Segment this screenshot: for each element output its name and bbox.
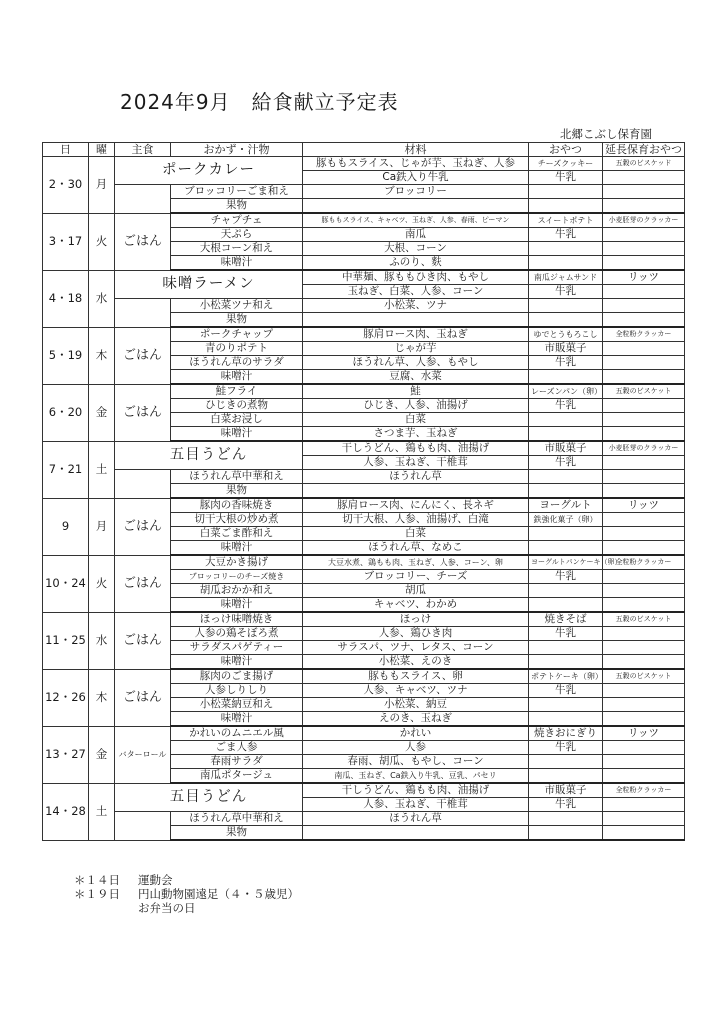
- material: 人参、玉ねぎ、干椎茸: [303, 456, 529, 470]
- dish-name: ほうれん草中華和え: [171, 812, 303, 826]
- dish-name: ブロッコリーごま和え: [171, 185, 303, 199]
- extended-snack: [603, 299, 685, 313]
- dish-name: 豚肉のごま揚げ: [171, 669, 303, 684]
- snack: ポテトケーキ（卵）: [529, 669, 603, 684]
- extended-snack: [603, 171, 685, 185]
- dish-name: 切干大根の炒め煮: [171, 513, 303, 527]
- main-dish: 味噌ラーメン: [115, 270, 303, 299]
- material: 胡瓜: [303, 584, 529, 598]
- extended-snack: [603, 541, 685, 556]
- day-date: 14・28: [43, 783, 89, 840]
- day-of-week: 水: [89, 270, 115, 327]
- table-row: [43, 213, 685, 228]
- dish-name: かれいのムニエル風: [171, 726, 303, 741]
- snack: 牛乳: [529, 356, 603, 370]
- staple-food: [115, 812, 171, 841]
- day-of-week: 土: [89, 441, 115, 498]
- snack: [529, 470, 603, 484]
- extended-snack: [603, 456, 685, 470]
- material: 小松菜、納豆: [303, 698, 529, 712]
- table-row: [43, 812, 685, 826]
- dish-name: 人参の鶏そぼろ煮: [171, 627, 303, 641]
- snack: [529, 299, 603, 313]
- table-row: [43, 157, 685, 171]
- dish-name: 南瓜ポタージュ: [171, 769, 303, 784]
- dish-name: 白菜ごま酢和え: [171, 527, 303, 541]
- note-mark: ＊１４日: [74, 873, 120, 887]
- material: えのき、玉ねぎ: [303, 712, 529, 727]
- snack: [529, 199, 603, 214]
- snack: [529, 527, 603, 541]
- extended-snack: 五穀のビスケット: [603, 669, 685, 684]
- snack: スイートポテト: [529, 213, 603, 228]
- header-dow: 曜: [89, 143, 115, 157]
- table-row: [43, 441, 685, 456]
- snack: [529, 541, 603, 556]
- material: サラスパ、ツナ、レタス、コーン: [303, 641, 529, 655]
- snack: 鉄強化菓子（卵）: [529, 513, 603, 527]
- snack: 南瓜ジャムサンド: [529, 270, 603, 285]
- snack: [529, 655, 603, 670]
- material: じゃが芋: [303, 342, 529, 356]
- day-of-week: 木: [89, 669, 115, 726]
- day-of-week: 金: [89, 384, 115, 441]
- table-row: [43, 726, 685, 741]
- dish-name: 味噌汁: [171, 655, 303, 670]
- table-row: [43, 299, 685, 313]
- day-of-week: 金: [89, 726, 115, 783]
- extended-snack: [603, 413, 685, 427]
- extended-snack: リッツ: [603, 726, 685, 741]
- extended-snack: リッツ: [603, 270, 685, 285]
- note-mark: [74, 901, 126, 915]
- snack: 牛乳: [529, 570, 603, 584]
- staple-food: ごはん: [115, 612, 171, 669]
- snack: [529, 812, 603, 826]
- extended-snack: [603, 627, 685, 641]
- snack: [529, 313, 603, 328]
- extended-snack: リッツ: [603, 498, 685, 513]
- staple-food: ごはん: [115, 213, 171, 270]
- material: 人参、鶏ひき肉: [303, 627, 529, 641]
- day-date: 2・30: [43, 157, 89, 214]
- dish-name: ポークチャップ: [171, 327, 303, 342]
- dish-name: 味噌汁: [171, 256, 303, 271]
- dish-name: 春雨サラダ: [171, 755, 303, 769]
- material: 人参: [303, 741, 529, 755]
- note-text: お弁当の日: [138, 901, 196, 915]
- dish-name: 味噌汁: [171, 370, 303, 385]
- day-of-week: 火: [89, 555, 115, 612]
- dish-name: サラダスパゲティー: [171, 641, 303, 655]
- dish-name: 大根コーン和え: [171, 242, 303, 256]
- header-dish: おかず・汁物: [171, 143, 303, 157]
- material: [303, 826, 529, 841]
- table-row: [43, 270, 685, 285]
- material: 白菜: [303, 527, 529, 541]
- table-row: [43, 669, 685, 684]
- dish-name: 果物: [171, 199, 303, 214]
- snack: [529, 256, 603, 271]
- extended-snack: [603, 199, 685, 214]
- snack: レーズンパン（卵）: [529, 384, 603, 399]
- snack: [529, 242, 603, 256]
- snack: 市販菓子: [529, 342, 603, 356]
- table-row: [43, 185, 685, 199]
- extended-snack: [603, 755, 685, 769]
- material: 小松菜、えのき: [303, 655, 529, 670]
- extended-snack: 小麦胚芽のクラッカー: [603, 441, 685, 456]
- dish-name: ほうれん草のサラダ: [171, 356, 303, 370]
- snack: 牛乳: [529, 627, 603, 641]
- material: 切干大根、人参、油揚げ、白滝: [303, 513, 529, 527]
- dish-name: 天ぷら: [171, 228, 303, 242]
- table-row: [43, 327, 685, 342]
- dish-name: 味噌汁: [171, 598, 303, 613]
- snack: ヨーグルト: [529, 498, 603, 513]
- table-row: [43, 612, 685, 627]
- snack: 牛乳: [529, 741, 603, 755]
- extended-snack: [603, 684, 685, 698]
- day-date: 11・25: [43, 612, 89, 669]
- material: さつま芋、玉ねぎ: [303, 427, 529, 442]
- material: 鮭: [303, 384, 529, 399]
- day-date: 9: [43, 498, 89, 555]
- day-date: 12・26: [43, 669, 89, 726]
- extended-snack: 全粒粉クラッカー: [603, 555, 685, 570]
- day-of-week: 土: [89, 783, 115, 840]
- extended-snack: [603, 470, 685, 484]
- day-of-week: 月: [89, 157, 115, 214]
- note-item: [74, 887, 299, 901]
- dish-name: 果物: [171, 826, 303, 841]
- material: [303, 484, 529, 499]
- table-row: [43, 470, 685, 484]
- dish-name: 果物: [171, 484, 303, 499]
- header-row: [43, 143, 685, 157]
- material: かれい: [303, 726, 529, 741]
- extended-snack: [603, 427, 685, 442]
- staple-food: ごはん: [115, 498, 171, 555]
- dish-name: 胡瓜おかか和え: [171, 584, 303, 598]
- snack: 牛乳: [529, 456, 603, 470]
- material: 豚肩ロース肉、にんにく、長ネギ: [303, 498, 529, 513]
- snack: [529, 484, 603, 499]
- day-of-week: 火: [89, 213, 115, 270]
- material: ふのり、麩: [303, 256, 529, 271]
- day-date: 10・24: [43, 555, 89, 612]
- note-text: 運動会: [138, 873, 173, 887]
- material: 南瓜: [303, 228, 529, 242]
- header-snack: おやつ: [529, 143, 603, 157]
- dish-name: 鮭フライ: [171, 384, 303, 399]
- day-of-week: 木: [89, 327, 115, 384]
- snack: チーズクッキー: [529, 157, 603, 171]
- snack: [529, 584, 603, 598]
- dish-name: 白菜お浸し: [171, 413, 303, 427]
- material: 小松菜、ツナ: [303, 299, 529, 313]
- extended-snack: 五穀のビスケット: [603, 384, 685, 399]
- day-date: 7・21: [43, 441, 89, 498]
- organization-name: 北郷こぶし保育園: [560, 127, 652, 141]
- snack: 焼きそば: [529, 612, 603, 627]
- dish-name: 人参しりしり: [171, 684, 303, 698]
- material: 豚ももスライス、じゃが芋、玉ねぎ、人参: [303, 157, 529, 171]
- extended-snack: [603, 584, 685, 598]
- dish-name: 小松菜ツナ和え: [171, 299, 303, 313]
- extended-snack: [603, 285, 685, 299]
- material: 南瓜、玉ねぎ、Ca鉄入り牛乳、豆乳、パセリ: [303, 769, 529, 784]
- snack: 牛乳: [529, 684, 603, 698]
- extended-snack: 全粒粉クラッカー: [603, 327, 685, 342]
- material: 豚ももスライス、キャベツ、玉ねぎ、人参、春雨、ピーマン: [303, 213, 529, 228]
- notes: [74, 873, 299, 915]
- snack: 牛乳: [529, 798, 603, 812]
- extended-snack: [603, 342, 685, 356]
- extended-snack: [603, 356, 685, 370]
- extended-snack: [603, 598, 685, 613]
- extended-snack: [603, 741, 685, 755]
- extended-snack: [603, 712, 685, 727]
- snack: [529, 755, 603, 769]
- main-dish: 五目うどん: [115, 441, 303, 470]
- header-staple: 主食: [115, 143, 171, 157]
- dish-name: 青のりポテト: [171, 342, 303, 356]
- dish-name: ごま人参: [171, 741, 303, 755]
- day-date: 5・19: [43, 327, 89, 384]
- snack: 牛乳: [529, 285, 603, 299]
- menu-body: [43, 157, 685, 841]
- note-mark: ＊１９日: [74, 887, 120, 901]
- material: 豚ももスライス、卵: [303, 669, 529, 684]
- table-row: [43, 384, 685, 399]
- staple-food: ごはん: [115, 555, 171, 612]
- extended-snack: [603, 484, 685, 499]
- material: ほうれん草、なめこ: [303, 541, 529, 556]
- note-item: [74, 901, 299, 915]
- extended-snack: [603, 698, 685, 712]
- staple-food: バターロール: [115, 726, 171, 783]
- header-extended-snack: 延長保育おやつ: [603, 143, 685, 157]
- extended-snack: [603, 769, 685, 784]
- dish-name: 大豆かき揚げ: [171, 555, 303, 570]
- extended-snack: [603, 370, 685, 385]
- main-dish: 五目うどん: [115, 783, 303, 812]
- day-of-week: 水: [89, 612, 115, 669]
- extended-snack: [603, 399, 685, 413]
- material: 白菜: [303, 413, 529, 427]
- material: 玉ねぎ、白菜、人参、コーン: [303, 285, 529, 299]
- dish-name: 果物: [171, 313, 303, 328]
- extended-snack: [603, 812, 685, 826]
- table-row: [43, 498, 685, 513]
- snack: ヨーグルトパンケーキ（卵）: [529, 555, 603, 570]
- material: ほうれん草、人参、もやし: [303, 356, 529, 370]
- material: 大根、コーン: [303, 242, 529, 256]
- material: ほっけ: [303, 612, 529, 627]
- material: 春雨、胡瓜、もやし、コーン: [303, 755, 529, 769]
- material: [303, 313, 529, 328]
- dish-name: ほうれん草中華和え: [171, 470, 303, 484]
- snack: [529, 769, 603, 784]
- extended-snack: [603, 527, 685, 541]
- snack: [529, 598, 603, 613]
- day-of-week: 月: [89, 498, 115, 555]
- main-dish: ポークカレー: [115, 157, 303, 185]
- extended-snack: 小麦胚芽のクラッカー: [603, 213, 685, 228]
- snack: [529, 641, 603, 655]
- staple-food: [115, 299, 171, 328]
- snack: [529, 427, 603, 442]
- extended-snack: [603, 655, 685, 670]
- extended-snack: 全粒粉クラッカー: [603, 783, 685, 798]
- dish-name: 味噌汁: [171, 427, 303, 442]
- note-text: 円山動物園遠足（４・５歳児）: [138, 887, 299, 901]
- material: キャベツ、わかめ: [303, 598, 529, 613]
- extended-snack: [603, 798, 685, 812]
- material: 豆腐、水菜: [303, 370, 529, 385]
- material: 干しうどん、鶏もも肉、油揚げ: [303, 441, 529, 456]
- dish-name: チャプチェ: [171, 213, 303, 228]
- snack: 牛乳: [529, 399, 603, 413]
- dish-name: ひじきの煮物: [171, 399, 303, 413]
- dish-name: ほっけ味噌焼き: [171, 612, 303, 627]
- material: ほうれん草: [303, 470, 529, 484]
- extended-snack: 五穀のビスケット: [603, 612, 685, 627]
- extended-snack: [603, 313, 685, 328]
- table-row: [43, 555, 685, 570]
- extended-snack: [603, 185, 685, 199]
- header-material: 材料: [303, 143, 529, 157]
- menu-table: [42, 142, 685, 841]
- dish-name: 小松菜納豆和え: [171, 698, 303, 712]
- staple-food: ごはん: [115, 384, 171, 441]
- material: Ca鉄入り牛乳: [303, 171, 529, 185]
- snack: 焼きおにぎり: [529, 726, 603, 741]
- staple-food: [115, 470, 171, 499]
- staple-food: ごはん: [115, 327, 171, 384]
- material: 人参、玉ねぎ、干椎茸: [303, 798, 529, 812]
- material: ブロッコリー、チーズ: [303, 570, 529, 584]
- day-date: 3・17: [43, 213, 89, 270]
- dish-name: 豚肉の香味焼き: [171, 498, 303, 513]
- material: ブロッコリー: [303, 185, 529, 199]
- extended-snack: [603, 826, 685, 841]
- material: ひじき、人参、油揚げ: [303, 399, 529, 413]
- extended-snack: [603, 242, 685, 256]
- material: 人参、キャベツ、ツナ: [303, 684, 529, 698]
- staple-food: [115, 185, 171, 214]
- snack: [529, 698, 603, 712]
- extended-snack: [603, 641, 685, 655]
- day-date: 13・27: [43, 726, 89, 783]
- extended-snack: [603, 256, 685, 271]
- table-row: [43, 783, 685, 798]
- snack: [529, 413, 603, 427]
- staple-food: ごはん: [115, 669, 171, 726]
- material: 豚肩ロース肉、玉ねぎ: [303, 327, 529, 342]
- extended-snack: 五穀のビスケッド: [603, 157, 685, 171]
- header-date: 日: [43, 143, 89, 157]
- extended-snack: [603, 570, 685, 584]
- extended-snack: [603, 228, 685, 242]
- snack: ゆでとうもろこし: [529, 327, 603, 342]
- extended-snack: [603, 513, 685, 527]
- page-title: 2024年9月 給食献立予定表: [120, 90, 399, 114]
- material: 干しうどん、鶏もも肉、油揚げ: [303, 783, 529, 798]
- day-date: 6・20: [43, 384, 89, 441]
- material: ほうれん草: [303, 812, 529, 826]
- snack: [529, 370, 603, 385]
- snack: [529, 712, 603, 727]
- material: [303, 199, 529, 214]
- material: 中華麺、豚ももひき肉、もやし: [303, 270, 529, 285]
- dish-name: 味噌汁: [171, 541, 303, 556]
- dish-name: 味噌汁: [171, 712, 303, 727]
- note-item: [74, 873, 299, 887]
- snack: 牛乳: [529, 171, 603, 185]
- day-date: 4・18: [43, 270, 89, 327]
- snack: 市販菓子: [529, 441, 603, 456]
- snack: 市販菓子: [529, 783, 603, 798]
- snack: [529, 185, 603, 199]
- snack: 牛乳: [529, 228, 603, 242]
- dish-name: ブロッコリーのチーズ焼き: [171, 570, 303, 584]
- snack: [529, 826, 603, 841]
- material: 大豆水煮、鶏もも肉、玉ねぎ、人参、コーン、卵: [303, 555, 529, 570]
